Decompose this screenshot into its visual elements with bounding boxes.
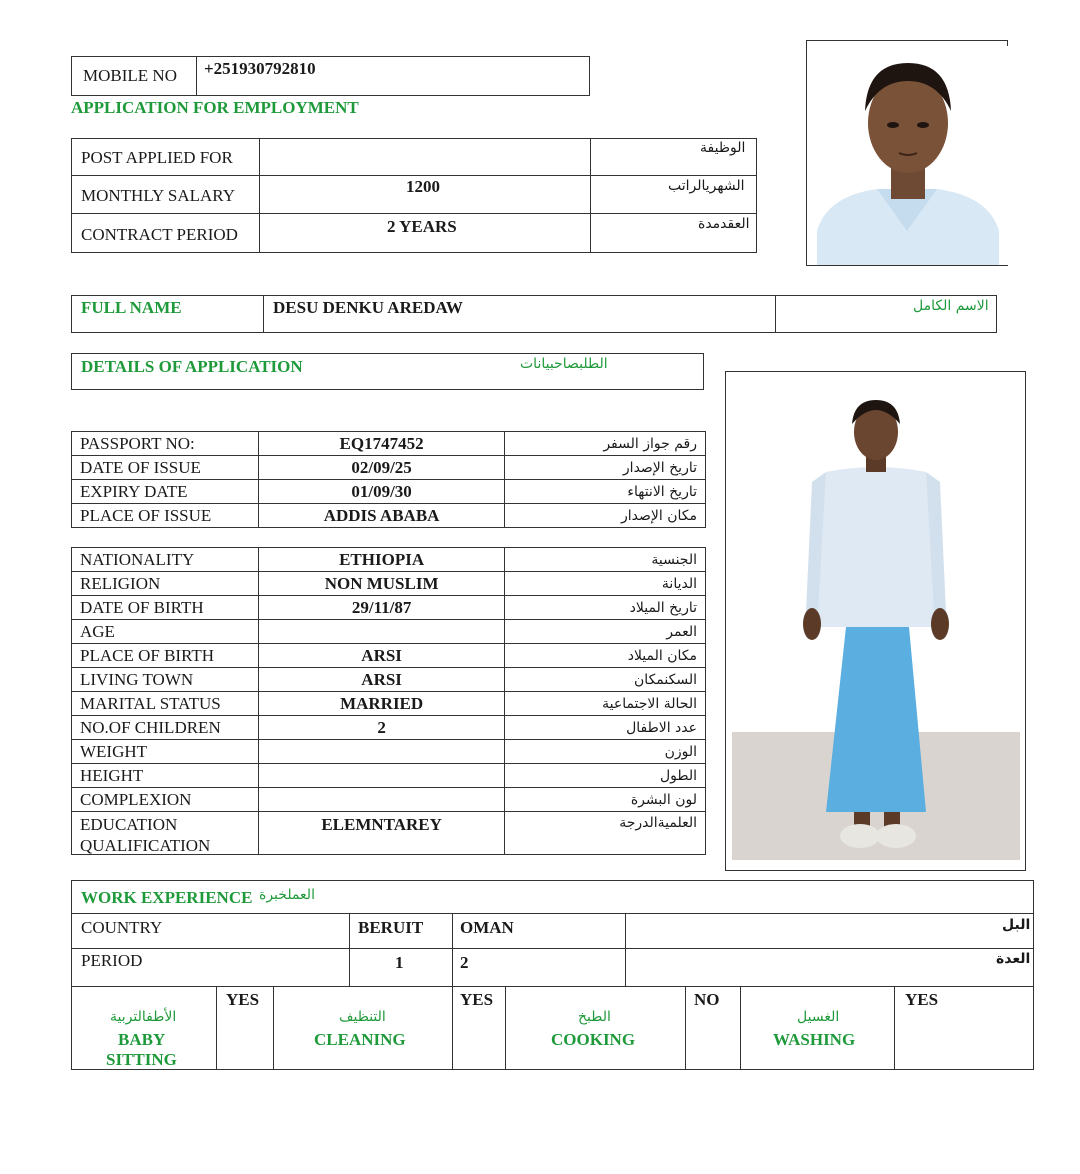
- table-row: [72, 644, 706, 668]
- row-ar: تاريخ الميلاد: [505, 596, 706, 620]
- row-label: NATIONALITY: [72, 548, 259, 572]
- page-title: APPLICATION FOR EMPLOYMENT: [71, 98, 359, 117]
- table-row: [72, 668, 706, 692]
- row-label: DATE OF BIRTH: [72, 596, 259, 620]
- row-value: 29/11/87: [258, 596, 505, 620]
- contract-value: 2 YEARS: [387, 217, 457, 236]
- skill-cooking-ar: الطبخ: [578, 1009, 611, 1025]
- salary-value: 1200: [406, 177, 440, 196]
- row-ar: عدد الاطفال: [505, 716, 706, 740]
- contract-ar: العقدمدة: [698, 216, 750, 232]
- country-1: BERUIT: [358, 918, 424, 937]
- row-ar: مكان الميلاد: [505, 644, 706, 668]
- skill-washing-en: WASHING: [773, 1030, 856, 1049]
- row-value: ARSI: [258, 644, 505, 668]
- row-value: [258, 764, 505, 788]
- full-name-value: DESU DENKU AREDAW: [273, 298, 463, 317]
- table-row: [72, 740, 706, 764]
- post-ar: الوظيفة: [700, 140, 746, 156]
- row-value: 01/09/30: [258, 480, 505, 504]
- skill-cooking-en: COOKING: [551, 1030, 636, 1049]
- skill-washing-answer: YES: [905, 990, 939, 1009]
- row-label: COMPLEXION: [72, 788, 259, 812]
- row-ar: رقم جواز السفر: [505, 432, 706, 456]
- table-row: [72, 620, 706, 644]
- full-name-ar: الاسم الكامل: [913, 298, 989, 314]
- table-row: [72, 764, 706, 788]
- details-label: DETAILS OF APPLICATION: [81, 357, 303, 376]
- table-row: [72, 572, 706, 596]
- table-row: [72, 548, 706, 572]
- contract-label: CONTRACT PERIOD: [81, 225, 238, 244]
- education-ar: العلميةالدرجة: [505, 812, 706, 855]
- table-row: [72, 480, 706, 504]
- salary-label: MONTHLY SALARY: [81, 186, 235, 205]
- period-ar: العدة: [996, 951, 1031, 967]
- education-label-2: QUALIFICATION: [80, 836, 211, 855]
- row-value: [258, 740, 505, 764]
- row-label: MARITAL STATUS: [72, 692, 259, 716]
- full-name-label: FULL NAME: [81, 298, 182, 317]
- row-value: [258, 620, 505, 644]
- table-row: [72, 456, 706, 480]
- table-row: [72, 716, 706, 740]
- country-2: OMAN: [460, 918, 514, 937]
- row-ar: مكان الإصدار: [505, 504, 706, 528]
- table-row: [72, 596, 706, 620]
- row-value: ETHIOPIA: [258, 548, 505, 572]
- row-ar: تاريخ الإصدار: [505, 456, 706, 480]
- country-ar: البل: [1002, 917, 1031, 933]
- row-label: HEIGHT: [72, 764, 259, 788]
- row-ar: الديانة: [505, 572, 706, 596]
- row-ar: لون البشرة: [505, 788, 706, 812]
- skill-cleaning-answer: YES: [460, 990, 494, 1009]
- work-experience-label: WORK EXPERIENCE: [81, 888, 253, 907]
- post-label: POST APPLIED FOR: [81, 148, 233, 167]
- row-label: EXPIRY DATE: [72, 480, 259, 504]
- row-label: AGE: [72, 620, 259, 644]
- row-ar: الوزن: [505, 740, 706, 764]
- row-value: NON MUSLIM: [258, 572, 505, 596]
- row-ar: الطول: [505, 764, 706, 788]
- skill-cooking-answer: NO: [694, 990, 720, 1009]
- row-label: NO.OF CHILDREN: [72, 716, 259, 740]
- education-label-cell: [72, 812, 259, 855]
- mobile-label: MOBILE NO: [83, 66, 177, 85]
- row-value: ADDIS ABABA: [258, 504, 505, 528]
- full-name-box: [71, 295, 997, 333]
- period-label: PERIOD: [81, 951, 143, 970]
- row-value: MARRIED: [258, 692, 505, 716]
- passport-table: [71, 431, 706, 528]
- row-ar: الجنسية: [505, 548, 706, 572]
- work-experience-ar: العملخبرة: [259, 887, 315, 903]
- table-row: [72, 504, 706, 528]
- skill-baby-ar: الأطفالتربية: [110, 1009, 177, 1025]
- personal-table: [71, 547, 706, 855]
- row-label: LIVING TOWN: [72, 668, 259, 692]
- row-label: PLACE OF ISSUE: [72, 504, 259, 528]
- education-value: ELEMNTAREY: [258, 812, 505, 855]
- row-label: PLACE OF BIRTH: [72, 644, 259, 668]
- row-label: DATE OF ISSUE: [72, 456, 259, 480]
- row-value: 2: [258, 716, 505, 740]
- row-ar: السكنمكان: [505, 668, 706, 692]
- table-row: [72, 692, 706, 716]
- skill-baby-answer: YES: [226, 990, 260, 1009]
- period-2: 2: [460, 953, 469, 972]
- row-value: EQ1747452: [258, 432, 505, 456]
- table-row: [72, 432, 706, 456]
- period-1: 1: [395, 953, 404, 972]
- skill-baby-en-1: BABY: [118, 1030, 166, 1049]
- details-ar: الطلبصاحبيانات: [520, 356, 608, 372]
- table-row: [72, 788, 706, 812]
- row-label: PASSPORT NO:: [72, 432, 259, 456]
- row-value: 02/09/25: [258, 456, 505, 480]
- full-body-photo: [725, 371, 1026, 871]
- skill-washing-ar: الغسيل: [797, 1009, 840, 1025]
- table-row: [72, 812, 706, 855]
- row-value: ARSI: [258, 668, 505, 692]
- row-label: RELIGION: [72, 572, 259, 596]
- skill-cleaning-en: CLEANING: [314, 1030, 406, 1049]
- mobile-value: +251930792810: [204, 59, 316, 78]
- skill-cleaning-ar: التنظيف: [339, 1009, 386, 1025]
- row-value: [258, 788, 505, 812]
- row-ar: العمر: [505, 620, 706, 644]
- education-label-1: EDUCATION: [80, 815, 178, 834]
- row-label: WEIGHT: [72, 740, 259, 764]
- country-label: COUNTRY: [81, 918, 163, 937]
- row-ar: الحالة الاجتماعية: [505, 692, 706, 716]
- skill-baby-en-2: SITTING: [106, 1050, 177, 1069]
- salary-ar: الشهريالراتب: [668, 178, 745, 194]
- portrait-photo: [806, 40, 1008, 266]
- skills-box: [71, 986, 1034, 1070]
- row-ar: تاريخ الانتهاء: [505, 480, 706, 504]
